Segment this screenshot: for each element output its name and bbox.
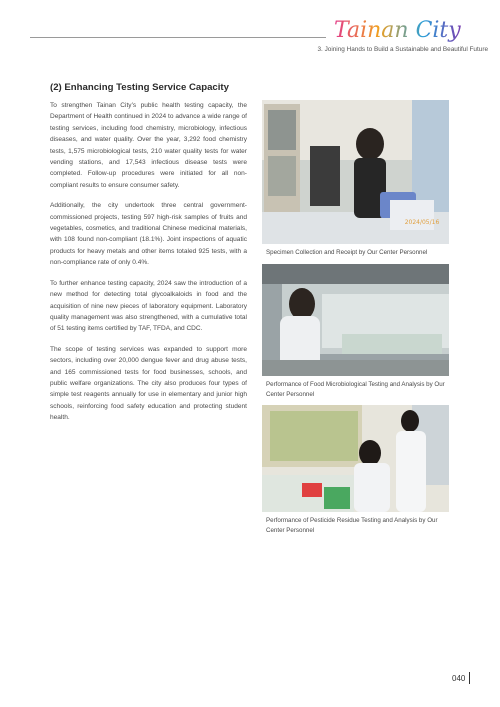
paragraph: The scope of testing services was expanded to support more sectors, including over 20,000 dengue fever and drug abuse tests, and 165 commissioned tests for food businesses, schools, and public welfare organizations. The city also produces four types of simple test reagents annually for use in elementary and junior high schools, reinforcing food safety education and protecting student health. (50, 345, 247, 422)
header-rule (30, 37, 326, 38)
photo-caption: Specimen Collection and Receipt by Our Center Personnel (266, 249, 428, 256)
photo-caption: Performance of Food Microbiological Testing and Analysis by Our Center Personnel (266, 381, 445, 398)
photo-specimen-collection (262, 100, 449, 244)
logo-text: Tainan City (334, 18, 461, 43)
paragraph: To strengthen Tainan City’s public health testing capacity, the Department of Health continued in 2024 to advance a wide range of testing services, including food chemistry, microbiology, infectious diseases, and water quality. Over the year, 3,292 food chemistry tests, 1,575 microbiological tests, 210 water quality tests for water vending stations, and 17,543 infectious disease tests were completed. Follow-up procedures were initiated for all non-compliant results to ensure consumer safety. (50, 102, 247, 189)
body-text (50, 100, 247, 433)
photo-pesticide-residue (262, 405, 449, 512)
page-number-divider (469, 672, 470, 684)
section-title: (2) Enhancing Testing Service Capacity (50, 82, 229, 93)
page-number: 040 (452, 674, 466, 683)
photo-food-microbiology (262, 264, 449, 376)
photo-caption: Performance of Pesticide Residue Testing and Analysis by Our Center Personnel (266, 517, 438, 534)
paragraph: Additionally, the city undertook three central government-commissioned projects, testing 597 high-risk samples of fruits and vegetables, cosmetics, and traditional Chinese medicinal materials, with 108 found non-compliant (18.1%). Joint inspections of aquatic products for heavy metals and other items totaled 925 tests, with a non-compliance rate of only 0.4%. (50, 202, 247, 267)
photo-date-stamp: 2024/05/16 (404, 219, 440, 226)
paragraph: To further enhance testing capacity, 2024 saw the introduction of a new method for detecting total glycoalkaloids in food and the acquisition of nine new pieces of laboratory equipment. Laboratory quality management was also strengthened, with a cumulative total of 51 testing items certified by TAF, TFDA, and CDC. (50, 279, 247, 333)
tainan-city-logo (330, 12, 490, 44)
chapter-subtitle: 3. Joining Hands to Build a Sustainable and Beautiful Future (317, 46, 488, 53)
